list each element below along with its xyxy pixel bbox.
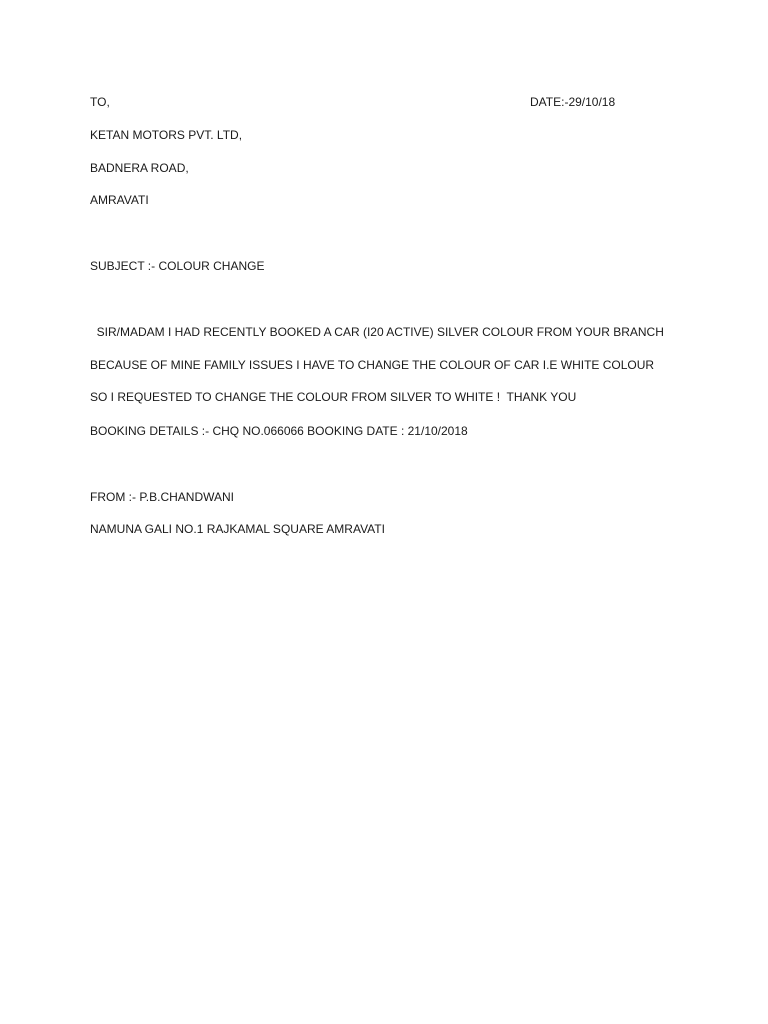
recipient-road: BADNERA ROAD,	[90, 161, 189, 175]
sender-address: NAMUNA GALI NO.1 RAJKAMAL SQUARE AMRAVATI	[90, 522, 385, 536]
subject-line: SUBJECT :- COLOUR CHANGE	[90, 259, 265, 273]
body-line-2: BECAUSE OF MINE FAMILY ISSUES I HAVE TO CHANGE THE COLOUR OF CAR I.E WHITE COLOUR	[90, 358, 655, 372]
body-line-3: SO I REQUESTED TO CHANGE THE COLOUR FROM SILVER TO WHITE ! THANK YOU	[90, 390, 577, 404]
body-line-1: SIR/MADAM I HAD RECENTLY BOOKED A CAR (I20 ACTIVE) SILVER COLOUR FROM YOUR BRANCH	[90, 325, 664, 339]
recipient-name: KETAN MOTORS PVT. LTD,	[90, 128, 243, 142]
from-line: FROM :- P.B.CHANDWANI	[90, 490, 235, 504]
letter-date: DATE:-29/10/18	[530, 95, 616, 109]
recipient-city: AMRAVATI	[90, 193, 149, 207]
booking-details: BOOKING DETAILS :- CHQ NO.066066 BOOKING DATE : 21/10/2018	[90, 424, 468, 438]
to-line: TO,	[90, 95, 110, 109]
